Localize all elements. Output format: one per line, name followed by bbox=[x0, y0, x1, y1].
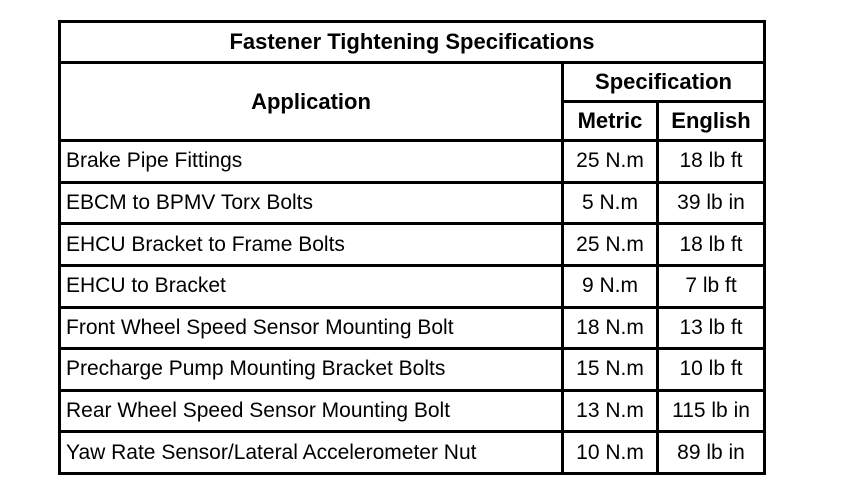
table-row bbox=[60, 182, 765, 224]
metric-cell: 10 N.m bbox=[563, 432, 658, 474]
metric-header: Metric bbox=[563, 102, 658, 141]
english-cell: 18 lb ft bbox=[658, 224, 765, 266]
metric-cell: 15 N.m bbox=[563, 349, 658, 391]
english-cell: 13 lb ft bbox=[658, 307, 765, 349]
english-cell: 89 lb in bbox=[658, 432, 765, 474]
english-header: English bbox=[658, 102, 765, 141]
english-cell: 7 lb ft bbox=[658, 265, 765, 307]
table-row bbox=[60, 265, 765, 307]
metric-cell: 13 N.m bbox=[563, 390, 658, 432]
application-cell: EBCM to BPMV Torx Bolts bbox=[60, 182, 563, 224]
table-row bbox=[60, 224, 765, 266]
metric-cell: 18 N.m bbox=[563, 307, 658, 349]
table-row bbox=[60, 390, 765, 432]
english-cell: 10 lb ft bbox=[658, 349, 765, 391]
fastener-spec-table bbox=[58, 20, 766, 475]
application-cell: Yaw Rate Sensor/Lateral Accelerometer Nut bbox=[60, 432, 563, 474]
metric-cell: 5 N.m bbox=[563, 182, 658, 224]
table-row bbox=[60, 349, 765, 391]
table-row bbox=[60, 307, 765, 349]
english-cell: 39 lb in bbox=[658, 182, 765, 224]
metric-cell: 25 N.m bbox=[563, 224, 658, 266]
application-cell: Precharge Pump Mounting Bracket Bolts bbox=[60, 349, 563, 391]
table-row bbox=[60, 141, 765, 183]
specification-header: Specification bbox=[563, 63, 765, 102]
table-title: Fastener Tightening Specifications bbox=[60, 22, 765, 63]
metric-cell: 25 N.m bbox=[563, 141, 658, 183]
application-cell: Brake Pipe Fittings bbox=[60, 141, 563, 183]
application-cell: Rear Wheel Speed Sensor Mounting Bolt bbox=[60, 390, 563, 432]
english-cell: 18 lb ft bbox=[658, 141, 765, 183]
application-cell: EHCU to Bracket bbox=[60, 265, 563, 307]
english-cell: 115 lb in bbox=[658, 390, 765, 432]
application-cell: Front Wheel Speed Sensor Mounting Bolt bbox=[60, 307, 563, 349]
application-cell: EHCU Bracket to Frame Bolts bbox=[60, 224, 563, 266]
application-header: Application bbox=[60, 63, 563, 141]
metric-cell: 9 N.m bbox=[563, 265, 658, 307]
table-row bbox=[60, 432, 765, 474]
